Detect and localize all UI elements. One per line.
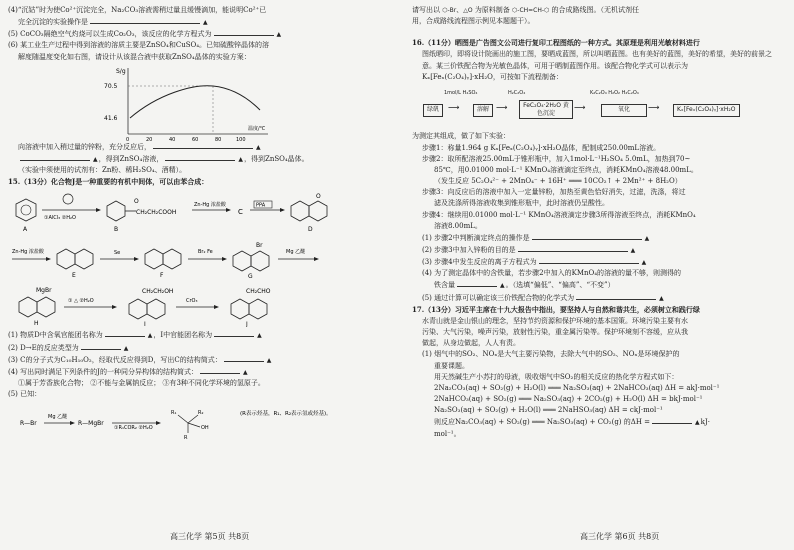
q14-4-text: 完全沉淀的实验操作是 [18, 18, 88, 27]
bond [188, 415, 198, 423]
arrow-head [226, 208, 231, 212]
answer-blank[interactable] [224, 355, 264, 362]
naphthalene-ring-1 [19, 297, 37, 317]
answer-blank[interactable] [214, 330, 254, 337]
label-F: F [160, 272, 164, 280]
answer-blank[interactable] [457, 280, 497, 287]
answer-blank[interactable] [90, 17, 200, 24]
naphthalene-ring-2 [249, 299, 267, 319]
q16-4-text: 铁含量 [434, 281, 455, 290]
q14-5-line [8, 29, 380, 40]
naphthalene-ring-1 [233, 251, 251, 271]
naphthalene-ring-1 [145, 249, 163, 269]
ethylene-oxide-icon: △O [463, 7, 473, 14]
naphthalene-ring-1 [231, 299, 249, 319]
carbonyl-O: O [316, 193, 321, 201]
reaction-scheme-4 [8, 401, 378, 441]
answer-blank[interactable] [105, 330, 145, 337]
q14-4-line1: (4)“沉钴”时为使Co²⁺沉淀完全，Na₂CO₃溶液需稍过量且缓慢滴加，能说明Co²⁺已 [8, 6, 267, 14]
q15-1-text: (1) 物质D中含氧官能团名称为 [8, 331, 103, 340]
arrow-right-icon: ⟶ [496, 103, 508, 113]
label-D: D [308, 226, 313, 234]
reaction-scheme-3 [8, 283, 378, 327]
q15-title: 15.（13分）化合物J是一种重要的有机中间体，可以由苯合成： [8, 177, 209, 187]
q15-5-route-line [412, 6, 784, 16]
answer-marker: ▲ [266, 356, 272, 364]
q14-6-text: 向溶液中加入稍过量的锌粉，充分反应后， [18, 142, 151, 151]
page-footer-left: 高三化学 第5页 共8页 [170, 531, 250, 541]
q16-line2: 图纸晒印，即将设计院画出的施工图，要晒成蓝图，所以叫晒蓝图。也有美好的蓝图，美好的希望，美好的前景之 [422, 50, 772, 59]
arrow-right-icon: ⟶ [648, 103, 660, 113]
benzene-ring [57, 249, 75, 269]
q17-heading [412, 305, 784, 316]
q16-step2c: （发生反应 5C₂O₄²⁻ + 2MnO₄⁻ + 16H⁺ ═══ 10CO₂↑ + 2Mn²⁺ + 8H₂O） [434, 177, 682, 186]
q16-5-line [412, 293, 784, 304]
chain-label: CH₂CHO [246, 287, 271, 295]
naphthalene-ring-2 [251, 251, 269, 271]
answer-marker: ▲ [644, 234, 650, 242]
benzene-circle [21, 205, 31, 215]
graph-xlabel: 温度/℃ [248, 125, 266, 132]
solubility-curve [130, 86, 260, 118]
q17-1-line: (1) 烟气中的SO₂、NOₓ是大气主要污染物，去除大气中的SO₂、NOₓ是环境保护的 [422, 350, 680, 359]
equation-4 [412, 417, 784, 428]
q16-5-text: (5) 通过计算可以确定该三价铁配合物的化学式为 [422, 293, 575, 302]
q16-3-line [412, 257, 784, 268]
q17-line3: 污染、大气污染，噪声污染，放射性污染，重金属污染等。保护环境刻不容缓，应从我 [422, 328, 688, 337]
answer-marker: ▲ [695, 419, 700, 427]
answer-marker: ▲ [93, 155, 98, 163]
q16-step3b: 滤及洗涤所得溶液收集到锥形瓶中，此时溶液仍呈酸性。 [434, 199, 609, 208]
q14-6-line5: （实验中须使用的试剂有：Zn粉、稀H₂SO₄、酒精）。 [18, 166, 187, 175]
answer-blank[interactable] [518, 245, 628, 252]
q16-1-text: (1) 步骤2中判断滴定终点的操作是 [422, 233, 530, 242]
label-E: E [72, 272, 76, 280]
x-tick: 60 [192, 136, 199, 142]
arrow-head [134, 257, 139, 261]
equation-1: 2Na₂CO₃(aq) + SO₂(g) + H₂O(l) ═══ Na₂SO₃(aq) + 2NaHCO₃(aq) ΔH = akJ·mol⁻¹ [434, 383, 720, 392]
answer-marker: ▲ [641, 259, 647, 267]
reaction-scheme-1 [8, 189, 378, 235]
equation-3: Na₂SO₃(aq) + SO₂(g) + H₂O(l) ═══ 2NaHSO₃(aq) ΔH = ckJ·mol⁻¹ [434, 406, 663, 415]
reaction-scheme-2 [8, 239, 378, 279]
q16-4-text: 。（选填“偏低”、“偏高”、“不变”） [505, 281, 615, 290]
q14-4-line2 [8, 17, 380, 28]
x-tick: 100 [236, 136, 246, 142]
q15-5-note: 用，合成路线流程图示例见本题题干）。 [412, 17, 535, 26]
arrow-head [214, 305, 219, 309]
answer-blank[interactable] [532, 233, 642, 240]
answer-marker: ▲ [500, 282, 505, 290]
q16-line3: 意。某三价铁配合物为光敏色晶体，可用于晒制蓝图作用。该配合物化学式可以表示为 [422, 61, 688, 70]
equation-4-unit: kJ· [700, 418, 710, 427]
flow-step-greenvitriol: 绿矾 [423, 104, 443, 116]
q15-heading [8, 177, 380, 188]
reagent-2: ①R₁COR₂ ②H₂O [114, 425, 153, 432]
answer-marker: ▲ [257, 332, 262, 340]
label-I: I [144, 320, 146, 327]
bond [188, 423, 200, 427]
q16-4-line2 [412, 280, 784, 291]
spacer [412, 28, 784, 38]
q16-line4: Kₓ[Feₓ(C₂O₄)ᵧ]·xH₂O，可按如下流程制备： [422, 72, 563, 81]
flow-reagent-2: H₂C₂O₄ [508, 90, 526, 97]
q14-6-text: ，得到ZnSO₄晶体。 [243, 154, 309, 163]
bond [178, 415, 188, 423]
answer-marker: ▲ [123, 344, 129, 352]
answer-blank[interactable] [576, 293, 656, 300]
arrow-head [70, 421, 75, 425]
arrow-head [46, 257, 51, 261]
answer-marker: ▲ [242, 368, 248, 376]
q14-6-line3 [8, 142, 380, 153]
q16-step2b: 85℃，用0.01000 mol·L⁻¹ KMnO₄溶液滴定至终点，消耗KMnO₄溶液48.00mL。 [434, 165, 698, 174]
label-G: G [248, 273, 253, 280]
answer-blank[interactable] [81, 343, 121, 350]
q16-intro: 为测定其组成，做了如下实验： [412, 132, 510, 141]
answer-marker: ▲ [630, 247, 636, 254]
bromo-label: Br [256, 242, 263, 250]
q15-5-text: 请写出以 [412, 6, 440, 14]
answer-blank[interactable] [200, 367, 240, 374]
rmgbr-label: R—MgBr [78, 420, 104, 428]
answer-blank[interactable] [214, 29, 274, 36]
q17-line4: 做起，从身边做起，人人有责。 [422, 339, 520, 348]
q17-1-line3: 用天然碱生产小苏打的母液，吸收烟气中SO₂的相关反应的热化学方程式如下： [434, 372, 679, 381]
r2-label: R₂ [198, 410, 204, 417]
reagent-7: Mg 乙醚 [286, 249, 306, 256]
answer-marker: ▲ [203, 19, 208, 27]
q16-step4: 步骤4：继续用0.01000 mol·L⁻¹ KMnO₄溶液滴定步骤3所得溶液至终点，消耗KMnO₄ [422, 210, 696, 219]
naphthalene-ring-2 [163, 249, 181, 269]
answer-marker: ▲ [276, 31, 282, 39]
cyclohexane-ring [75, 249, 93, 269]
arrow-right-icon: ⟶ [574, 103, 586, 113]
q16-title: 16.（11分）晒图是广告图文公司进行复印工程图纸的一种方式。其原理是利用光敏材料进行 [412, 38, 700, 48]
reagent-6: Br₂ Fe [198, 249, 213, 256]
r1-label: R₁ [171, 410, 177, 417]
chain-label: CH₂CH₂OH [142, 287, 174, 295]
carbonyl-O: O [134, 198, 139, 206]
stilbene-icon: ⬡-CH=CH-⬡ [512, 7, 550, 14]
left-page [8, 6, 380, 534]
q14-5-text: (5) CoCO₃隔绝空气灼烧可以生成Co₂O₃，该反应的化学方程式为 [8, 30, 212, 39]
q15-5-line: (5) 已知： [8, 390, 42, 399]
flow-step-precipitate: FeC₂O₄·2H₂O 黄色沉淀 [519, 100, 573, 118]
q14-6-line1: (6) 某工业生产过程中得到溶液的溶质主要是ZnSO₄和CuSO₄。已知硫酸锌晶体的溶 [8, 41, 270, 50]
cyclohexanone-ring [309, 201, 327, 221]
answer-marker: ▲ [256, 143, 261, 151]
label-B: B [114, 226, 119, 234]
label-C: C [238, 208, 243, 217]
answer-blank[interactable] [153, 142, 253, 149]
q16-step4b: 溶液8.00mL。 [434, 221, 482, 230]
q17-title: 17.（13分）习近平主席在十九大报告中指出，要坚持人与自然和谐共生，必须树立和践行绿 [412, 304, 700, 314]
scheme-note: (R表示烃基，R₁、R₂表示氢或烃基)。 [240, 411, 332, 418]
label-J: J [246, 320, 248, 327]
q15-5-text: 、 [456, 6, 464, 14]
q16-1-line [412, 233, 784, 244]
equation-4-unit-line: mol⁻¹。 [434, 429, 461, 438]
q16-step2: 步骤2：取所配溶液25.00mL于锥形瓶中，加入1mol·L⁻¹H₂SO₄ 5.0mL，加热到70~ [422, 154, 691, 163]
chain-text: CH₂CH₂COOH [136, 209, 177, 217]
q17-1-line2: 重要课题。 [434, 361, 469, 370]
answer-blank[interactable] [165, 154, 235, 161]
graph-ylabel: S/g [116, 67, 126, 75]
naphthalene-ring-1 [129, 299, 147, 319]
flow-reagent-3: K₂C₂O₄ H₂O₂ H₂C₂O₄ [590, 90, 639, 97]
answer-marker: ▲ [238, 155, 243, 163]
label-H: H [34, 319, 39, 327]
q16-step3: 步骤3：向反应后的溶液中加入一定量锌粉，加热至黄色恰好消失，过滤，洗涤，将过 [422, 188, 686, 197]
q15-4-text: (4) 写出同时满足下列条件的J的一种同分异构体的结构简式： [8, 367, 198, 376]
flow-step-product: Kₓ[Feₓ(C₂O₄)ᵧ]·xH₂O [673, 104, 740, 116]
q15-5-text: 的合成路线图。（无机试剂任 [551, 6, 640, 14]
arrow-head [112, 305, 117, 309]
q14-6-line2: 解度随温度变化如右图，请设计从该混合液中获取ZnSO₄晶体的实验方案： [18, 52, 251, 61]
q15-3-line [8, 355, 380, 366]
reagent-2: Zn-Hg 浓盐酸 [194, 202, 226, 209]
reagent-8: ① △ ②H₂O [68, 297, 94, 304]
q16-2-text: (2) 步骤3中加入锌粉的目的是 [422, 246, 516, 254]
benzene-ring [107, 201, 125, 221]
label-A: A [23, 226, 28, 234]
answer-marker: ▲ [659, 294, 664, 302]
benzene-ring [16, 199, 36, 221]
bromobenzene-icon: ⬡-Br [442, 7, 457, 14]
q16-step1: 步骤1：称量1.964 g Kₓ[Feₓ(C₂O₄)ᵧ]·xH₂O晶体，配制成250.00mL溶液。 [422, 143, 661, 152]
reagent-3: PPA [256, 202, 266, 209]
flow-reagent-1: 1mol/L H₂SO₄ [444, 90, 478, 97]
reagent-5: Se [114, 250, 121, 257]
q17-line2: 水青山就是金山银山的理念，坚持节约资源和保护环境的基本国策。环境污染主要有水 [422, 316, 688, 325]
arrow-head [156, 421, 161, 425]
flow-chart [418, 84, 784, 128]
naphthalene-ring-2 [37, 297, 55, 317]
mgbr-label: MgBr [36, 286, 52, 294]
naphthalene-ring-2 [147, 299, 165, 319]
arrow-head [314, 257, 319, 261]
graph-y-bottom: 41.6 [104, 114, 118, 122]
arrow-head [96, 208, 101, 212]
reagent-1: ①AlCl₃ ②H₂O [44, 215, 76, 222]
equation-4-text: 则反应Na₂CO₃(aq) + SO₂(g) ═══ Na₂SO₃(aq) + CO₂(g) 的ΔH = [434, 418, 651, 427]
right-page [412, 6, 784, 534]
q14-6-text: ，得到ZnSO₄溶液， [98, 154, 164, 163]
q16-3-text: (3) 步骤4中发生反应的离子方程式为 [422, 258, 537, 267]
reagent: Mg 乙醚 [48, 414, 68, 421]
arrow-head [280, 208, 285, 212]
rbr-label: R—Br [20, 420, 37, 428]
graph-y-top: 70.5 [104, 82, 118, 90]
q14-6-line4 [8, 154, 380, 165]
arrow-head [222, 257, 227, 261]
benzene-ring [291, 201, 309, 221]
solubility-graph [98, 64, 278, 142]
q16-2-line [412, 245, 784, 256]
q15-4-line [8, 367, 380, 378]
r-label: R [184, 435, 188, 442]
q15-4-conditions: ①属于芳香族化合物； ②不能与金属钠反应； ③有3种不同化学环境的氢原子。 [18, 379, 265, 387]
reagent-9: CrO₃ [186, 297, 198, 304]
flow-step-dissolve: 溶解 [473, 104, 493, 116]
answer-marker: ▲ [147, 332, 153, 340]
equation-2: 2NaHCO₃(aq) + SO₂(g) ═══ Na₂SO₃(aq) + 2CO₂(g) + H₂O(l) ΔH = bkJ·mol⁻¹ [434, 395, 703, 404]
q16-heading [412, 38, 784, 49]
reagent-4: Zn-Hg 浓盐酸 [12, 249, 44, 256]
q15-2-text: (2) D→E的反应类型为 [8, 343, 79, 352]
flow-step-oxidize: 氧化 [601, 104, 647, 116]
oh-label: OH [201, 425, 209, 432]
arrow-right-icon: ⟶ [448, 103, 460, 113]
answer-blank[interactable] [20, 154, 90, 161]
answer-blank[interactable] [652, 417, 692, 424]
anhydride-ring [63, 194, 73, 204]
q15-1-line [8, 330, 380, 341]
q15-5-text: 为原料制备 [474, 6, 510, 14]
answer-blank[interactable] [539, 257, 639, 264]
q15-2-line [8, 343, 380, 354]
x-tick: 20 [146, 136, 153, 142]
x-tick: 40 [169, 136, 176, 142]
q15-3-text: (3) C的分子式为C₁₀H₁₀O₂，经取代反应得到D，写出C的结构简式： [8, 355, 222, 364]
q15-1-text: ，I中官能团名称为 [153, 331, 213, 340]
x-tick: 80 [215, 136, 222, 142]
q16-4-line: (4) 为了测定晶体中的含铁量，若步骤2中加入的KMnO₄的溶液的量不够，则测得的 [422, 269, 682, 278]
page-footer-right: 高三化学 第6页 共8页 [580, 531, 660, 541]
x-tick: 0 [126, 136, 130, 142]
